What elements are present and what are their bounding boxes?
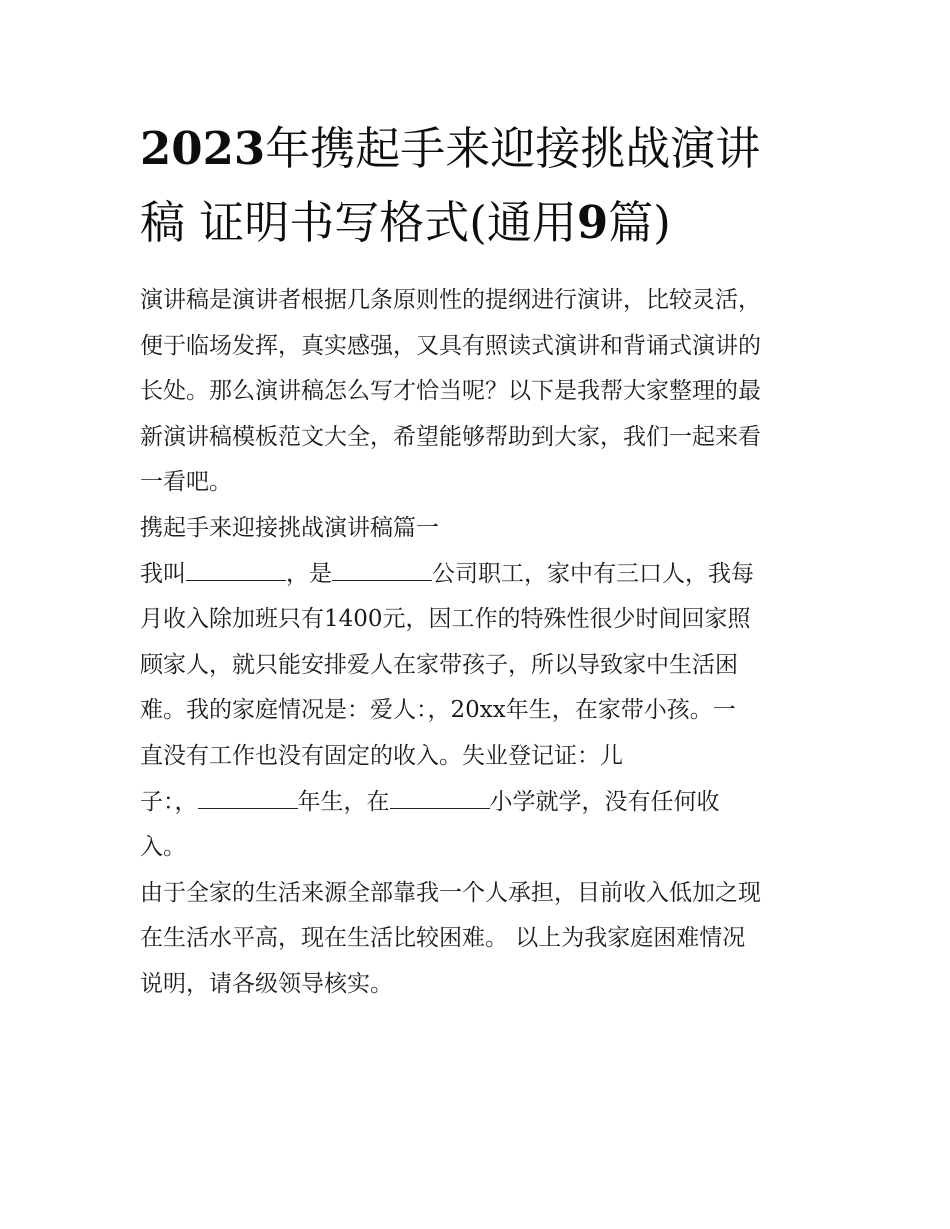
title-text-a: 年携起手来迎接挑战演讲: [265, 122, 761, 175]
body-line: 入。: [140, 834, 186, 861]
body-paragraph-1: [140, 552, 815, 871]
section-heading: [140, 506, 815, 552]
body-line: [140, 552, 815, 598]
body-text: 小学就学，没有任何收: [489, 788, 720, 815]
body-line: 在生活水平高，现在生活比较困难。 以上为我家庭困难情况: [140, 925, 746, 952]
body-line: 由于全家的生活来源全部靠我一个人承担，目前收入低加之现: [140, 879, 761, 906]
title-year: 2023: [140, 122, 266, 175]
title-line-1: [140, 112, 815, 186]
section-heading-text: 携起手来迎接挑战演讲稿篇一: [140, 514, 439, 541]
body-line: 直没有工作也没有固定的收入。失业登记证：儿: [140, 742, 623, 769]
intro-line: 长处。那么演讲稿怎么写才恰当呢？以下是我帮大家整理的最: [140, 378, 761, 405]
body-text: 公司职工，家中有三口人，我每: [432, 560, 754, 587]
body-text: 年生，在: [297, 788, 390, 815]
body-text: 我叫: [140, 560, 186, 587]
body-line: 月收入除加班只有1400元，因工作的特殊性很少时间回家照: [140, 606, 751, 633]
title-count: 9: [576, 196, 609, 249]
body-line: 难。我的家庭情况是：爱人：，20xx年生，在家带小孩。一: [140, 697, 736, 724]
document-title: [140, 112, 815, 260]
title-line-2: [140, 186, 815, 260]
intro-paragraph: [140, 278, 815, 506]
body-line: 说明，请各级领导核实。: [140, 970, 393, 997]
body-line: 顾家人，就只能安排爱人在家带孩子，所以导致家中生活困: [140, 651, 738, 678]
title-text-c: 篇): [608, 196, 671, 249]
fill-in-blank: [186, 558, 286, 581]
body-text: 子：，: [140, 788, 198, 815]
intro-line: 一看吧。: [140, 469, 232, 496]
fill-in-blank: [390, 786, 490, 809]
body-line: [140, 780, 815, 826]
intro-line: 新演讲稿模板范文大全，希望能够帮助到大家，我们一起来看: [140, 423, 761, 450]
intro-line: 便于临场发挥，真实感强，又具有照读式演讲和背诵式演讲的: [140, 332, 761, 359]
intro-line: 演讲稿是演讲者根据几条原则性的提纲进行演讲，比较灵活，: [140, 287, 761, 313]
title-text-b: 稿 证明书写格式(通用: [140, 196, 577, 249]
body-paragraph-2: [140, 871, 815, 1008]
document-page: [140, 112, 815, 1008]
fill-in-blank: [332, 558, 432, 581]
body-text: ，是: [286, 560, 332, 587]
fill-in-blank: [198, 786, 298, 809]
